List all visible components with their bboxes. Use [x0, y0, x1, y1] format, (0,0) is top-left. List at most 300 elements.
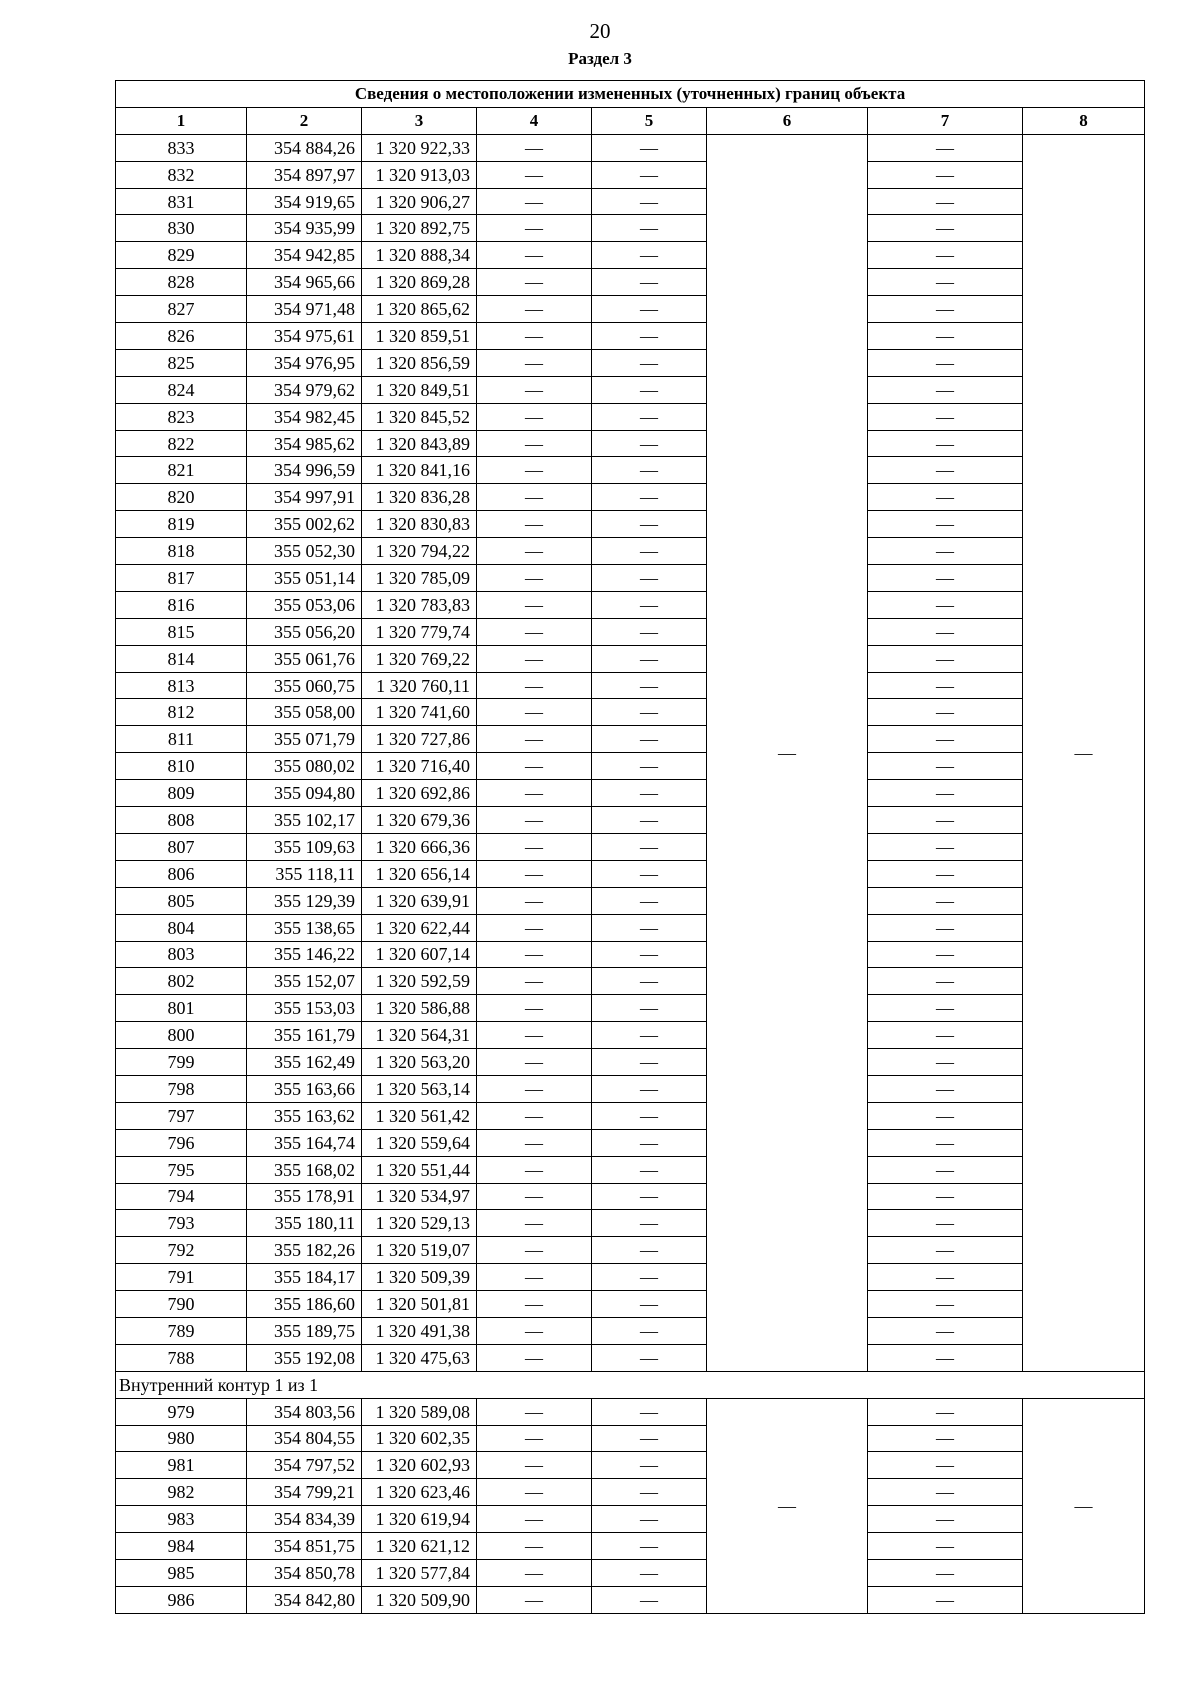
coordinate-x: 355 163,66 — [247, 1075, 362, 1102]
column-7-value: — — [868, 672, 1023, 699]
column-7-value: — — [868, 1506, 1023, 1533]
table-row — [116, 995, 1145, 1022]
coordinate-y: 1 320 845,52 — [362, 403, 477, 430]
column-7-value: — — [868, 323, 1023, 350]
column-7-value: — — [868, 188, 1023, 215]
column-5-value: — — [592, 457, 707, 484]
inner-contour-row — [116, 1371, 1145, 1398]
column-7-value: — — [868, 511, 1023, 538]
column-8-merged-value: — — [1023, 1398, 1145, 1613]
coordinate-x: 355 162,49 — [247, 1049, 362, 1076]
column-4-value: — — [477, 780, 592, 807]
column-4-value: — — [477, 1506, 592, 1533]
column-4-value: — — [477, 1452, 592, 1479]
point-number: 827 — [116, 296, 247, 323]
coordinate-y: 1 320 922,33 — [362, 134, 477, 161]
table-row — [116, 1559, 1145, 1586]
column-4-value: — — [477, 1049, 592, 1076]
column-4-value: — — [477, 1425, 592, 1452]
column-4-value: — — [477, 1156, 592, 1183]
column-5-value: — — [592, 1049, 707, 1076]
column-5-value: — — [592, 1183, 707, 1210]
coordinate-y: 1 320 619,94 — [362, 1506, 477, 1533]
table-title-row — [116, 81, 1145, 108]
column-4-value: — — [477, 887, 592, 914]
point-number: 789 — [116, 1317, 247, 1344]
column-7-value: — — [868, 1533, 1023, 1560]
coordinate-y: 1 320 656,14 — [362, 860, 477, 887]
column-5-value: — — [592, 1506, 707, 1533]
column-5-value: — — [592, 376, 707, 403]
column-4-value: — — [477, 699, 592, 726]
coordinate-y: 1 320 602,93 — [362, 1452, 477, 1479]
point-number: 813 — [116, 672, 247, 699]
column-5-value: — — [592, 349, 707, 376]
column-7-value: — — [868, 215, 1023, 242]
table-row — [116, 1183, 1145, 1210]
column-5-value: — — [592, 699, 707, 726]
coordinate-x: 355 161,79 — [247, 1022, 362, 1049]
column-5-value: — — [592, 591, 707, 618]
column-7-value: — — [868, 134, 1023, 161]
point-number: 796 — [116, 1129, 247, 1156]
column-5-value: — — [592, 914, 707, 941]
column-5-value: — — [592, 780, 707, 807]
column-4-value: — — [477, 269, 592, 296]
column-4-value: — — [477, 672, 592, 699]
column-4-value: — — [477, 323, 592, 350]
column-header-row — [116, 107, 1145, 134]
table-row — [116, 188, 1145, 215]
column-5-value: — — [592, 726, 707, 753]
column-7-value: — — [868, 349, 1023, 376]
coordinate-y: 1 320 741,60 — [362, 699, 477, 726]
column-7-value: — — [868, 1049, 1023, 1076]
table-row — [116, 457, 1145, 484]
column-header-7: 7 — [868, 107, 1023, 134]
coordinate-y: 1 320 841,16 — [362, 457, 477, 484]
coordinate-x: 354 804,55 — [247, 1425, 362, 1452]
coordinate-y: 1 320 639,91 — [362, 887, 477, 914]
point-number: 830 — [116, 215, 247, 242]
column-4-value: — — [477, 296, 592, 323]
column-5-value: — — [592, 161, 707, 188]
column-7-value: — — [868, 1075, 1023, 1102]
column-5-value: — — [592, 968, 707, 995]
table-row — [116, 323, 1145, 350]
column-5-value: — — [592, 1559, 707, 1586]
column-8-merged-value: — — [1023, 134, 1145, 1371]
coordinate-x: 355 168,02 — [247, 1156, 362, 1183]
column-7-value: — — [868, 1237, 1023, 1264]
coordinate-y: 1 320 760,11 — [362, 672, 477, 699]
coordinate-x: 354 850,78 — [247, 1559, 362, 1586]
column-7-value: — — [868, 376, 1023, 403]
coordinate-y: 1 320 856,59 — [362, 349, 477, 376]
column-5-value: — — [592, 1452, 707, 1479]
column-4-value: — — [477, 349, 592, 376]
column-7-value: — — [868, 1586, 1023, 1613]
column-4-value: — — [477, 618, 592, 645]
coordinate-x: 354 919,65 — [247, 188, 362, 215]
column-4-value: — — [477, 376, 592, 403]
column-7-value: — — [868, 1559, 1023, 1586]
column-4-value: — — [477, 188, 592, 215]
column-4-value: — — [477, 403, 592, 430]
column-5-value: — — [592, 188, 707, 215]
table-row — [116, 618, 1145, 645]
column-5-value: — — [592, 296, 707, 323]
coordinate-y: 1 320 779,74 — [362, 618, 477, 645]
page-number: 20 — [589, 19, 611, 43]
point-number: 791 — [116, 1264, 247, 1291]
column-7-value: — — [868, 1479, 1023, 1506]
column-5-value: — — [592, 618, 707, 645]
table-row — [116, 565, 1145, 592]
column-5-value: — — [592, 565, 707, 592]
column-header-2: 2 — [247, 107, 362, 134]
point-number: 795 — [116, 1156, 247, 1183]
coordinate-x: 355 152,07 — [247, 968, 362, 995]
point-number: 831 — [116, 188, 247, 215]
coordinate-y: 1 320 830,83 — [362, 511, 477, 538]
column-4-value: — — [477, 538, 592, 565]
table-row — [116, 215, 1145, 242]
column-4-value: — — [477, 161, 592, 188]
coordinate-x: 355 146,22 — [247, 941, 362, 968]
column-4-value: — — [477, 941, 592, 968]
column-5-value: — — [592, 1237, 707, 1264]
table-row — [116, 1237, 1145, 1264]
column-7-value: — — [868, 968, 1023, 995]
coordinate-y: 1 320 692,86 — [362, 780, 477, 807]
column-4-value: — — [477, 457, 592, 484]
table-row — [116, 349, 1145, 376]
column-5-value: — — [592, 242, 707, 269]
point-number: 805 — [116, 887, 247, 914]
coordinate-y: 1 320 586,88 — [362, 995, 477, 1022]
column-7-value: — — [868, 699, 1023, 726]
column-5-value: — — [592, 269, 707, 296]
column-5-value: — — [592, 1479, 707, 1506]
coordinate-x: 354 799,21 — [247, 1479, 362, 1506]
point-number: 985 — [116, 1559, 247, 1586]
column-7-value: — — [868, 1129, 1023, 1156]
column-7-value: — — [868, 1183, 1023, 1210]
coordinate-y: 1 320 592,59 — [362, 968, 477, 995]
coordinate-y: 1 320 589,08 — [362, 1398, 477, 1425]
column-7-value: — — [868, 1291, 1023, 1318]
coordinate-x: 354 997,91 — [247, 484, 362, 511]
point-number: 815 — [116, 618, 247, 645]
point-number: 829 — [116, 242, 247, 269]
coordinate-y: 1 320 509,39 — [362, 1264, 477, 1291]
column-7-value: — — [868, 457, 1023, 484]
coordinate-y: 1 320 859,51 — [362, 323, 477, 350]
table-row — [116, 1102, 1145, 1129]
coordinate-y: 1 320 621,12 — [362, 1533, 477, 1560]
column-7-value: — — [868, 161, 1023, 188]
column-5-value: — — [592, 753, 707, 780]
coordinate-y: 1 320 836,28 — [362, 484, 477, 511]
column-4-value: — — [477, 1237, 592, 1264]
point-number: 797 — [116, 1102, 247, 1129]
column-7-value: — — [868, 1022, 1023, 1049]
coordinate-x: 354 975,61 — [247, 323, 362, 350]
column-5-value: — — [592, 807, 707, 834]
column-7-value: — — [868, 887, 1023, 914]
coordinate-y: 1 320 577,84 — [362, 1559, 477, 1586]
column-4-value: — — [477, 215, 592, 242]
column-7-value: — — [868, 645, 1023, 672]
column-7-value: — — [868, 1264, 1023, 1291]
coordinate-x: 355 056,20 — [247, 618, 362, 645]
column-4-value: — — [477, 1075, 592, 1102]
point-number: 809 — [116, 780, 247, 807]
table-row — [116, 807, 1145, 834]
coordinate-x: 355 153,03 — [247, 995, 362, 1022]
column-4-value: — — [477, 1479, 592, 1506]
column-4-value: — — [477, 511, 592, 538]
column-7-value: — — [868, 860, 1023, 887]
table-row — [116, 833, 1145, 860]
coordinate-x: 355 002,62 — [247, 511, 362, 538]
column-4-value: — — [477, 1210, 592, 1237]
coordinate-x: 354 979,62 — [247, 376, 362, 403]
column-4-value: — — [477, 484, 592, 511]
column-5-value: — — [592, 860, 707, 887]
point-number: 808 — [116, 807, 247, 834]
point-number: 788 — [116, 1344, 247, 1371]
column-4-value: — — [477, 591, 592, 618]
coordinate-x: 355 109,63 — [247, 833, 362, 860]
coordinate-y: 1 320 622,44 — [362, 914, 477, 941]
column-5-value: — — [592, 215, 707, 242]
column-7-value: — — [868, 1317, 1023, 1344]
column-4-value: — — [477, 726, 592, 753]
point-number: 821 — [116, 457, 247, 484]
point-number: 983 — [116, 1506, 247, 1533]
point-number: 833 — [116, 134, 247, 161]
coordinate-y: 1 320 906,27 — [362, 188, 477, 215]
coordinate-y: 1 320 607,14 — [362, 941, 477, 968]
coordinate-y: 1 320 509,90 — [362, 1586, 477, 1613]
column-4-value: — — [477, 968, 592, 995]
column-4-value: — — [477, 1129, 592, 1156]
column-7-value: — — [868, 833, 1023, 860]
coordinate-x: 355 182,26 — [247, 1237, 362, 1264]
point-number: 984 — [116, 1533, 247, 1560]
coordinate-x: 355 080,02 — [247, 753, 362, 780]
column-7-value: — — [868, 914, 1023, 941]
point-number: 799 — [116, 1049, 247, 1076]
inner-contour-label: Внутренний контур 1 из 1 — [116, 1371, 1145, 1398]
table-row — [116, 753, 1145, 780]
coordinate-x: 355 071,79 — [247, 726, 362, 753]
coordinate-y: 1 320 475,63 — [362, 1344, 477, 1371]
column-5-value: — — [592, 1210, 707, 1237]
column-7-value: — — [868, 403, 1023, 430]
coordinate-x: 355 051,14 — [247, 565, 362, 592]
column-5-value: — — [592, 1317, 707, 1344]
table-row — [116, 1344, 1145, 1371]
column-4-value: — — [477, 1586, 592, 1613]
coordinate-y: 1 320 501,81 — [362, 1291, 477, 1318]
table-row — [116, 269, 1145, 296]
table-row — [116, 1586, 1145, 1613]
coordinate-x: 355 060,75 — [247, 672, 362, 699]
coordinate-y: 1 320 888,34 — [362, 242, 477, 269]
point-number: 807 — [116, 833, 247, 860]
column-7-value: — — [868, 269, 1023, 296]
table-row — [116, 484, 1145, 511]
point-number: 814 — [116, 645, 247, 672]
coordinate-y: 1 320 561,42 — [362, 1102, 477, 1129]
coordinate-y: 1 320 785,09 — [362, 565, 477, 592]
coordinate-x: 354 884,26 — [247, 134, 362, 161]
column-header-6: 6 — [707, 107, 868, 134]
table-row — [116, 780, 1145, 807]
table-row — [116, 242, 1145, 269]
column-7-value: — — [868, 591, 1023, 618]
table-row — [116, 403, 1145, 430]
column-4-value: — — [477, 807, 592, 834]
coordinate-y: 1 320 769,22 — [362, 645, 477, 672]
column-5-value: — — [592, 538, 707, 565]
column-5-value: — — [592, 1344, 707, 1371]
table-row — [116, 134, 1145, 161]
column-7-value: — — [868, 1156, 1023, 1183]
table-row — [116, 1022, 1145, 1049]
column-7-value: — — [868, 538, 1023, 565]
point-number: 818 — [116, 538, 247, 565]
coordinate-x: 355 189,75 — [247, 1317, 362, 1344]
column-7-value: — — [868, 753, 1023, 780]
column-7-value: — — [868, 618, 1023, 645]
column-header-8: 8 — [1023, 107, 1145, 134]
column-4-value: — — [477, 430, 592, 457]
column-5-value: — — [592, 1533, 707, 1560]
table-row — [116, 1533, 1145, 1560]
coordinate-x: 355 164,74 — [247, 1129, 362, 1156]
table-row — [116, 726, 1145, 753]
column-5-value: — — [592, 887, 707, 914]
coordinate-x: 354 842,80 — [247, 1586, 362, 1613]
column-4-value: — — [477, 1102, 592, 1129]
coordinate-x: 355 178,91 — [247, 1183, 362, 1210]
coordinate-x: 355 186,60 — [247, 1291, 362, 1318]
point-number: 800 — [116, 1022, 247, 1049]
point-number: 824 — [116, 376, 247, 403]
column-5-value: — — [592, 1425, 707, 1452]
coordinate-x: 355 102,17 — [247, 807, 362, 834]
coordinate-x: 354 982,45 — [247, 403, 362, 430]
column-4-value: — — [477, 645, 592, 672]
coordinate-y: 1 320 559,64 — [362, 1129, 477, 1156]
column-5-value: — — [592, 833, 707, 860]
column-5-value: — — [592, 1156, 707, 1183]
column-header-1: 1 — [116, 107, 247, 134]
table-title: Сведения о местоположении измененных (уточненных) границ объекта — [116, 81, 1145, 108]
column-5-value: — — [592, 995, 707, 1022]
coordinate-x: 354 834,39 — [247, 1506, 362, 1533]
column-4-value: — — [477, 1533, 592, 1560]
section-title: Раздел 3 — [568, 49, 632, 68]
table-row — [116, 860, 1145, 887]
column-5-value: — — [592, 1586, 707, 1613]
table-row — [116, 1291, 1145, 1318]
boundary-coordinates-table — [115, 80, 1145, 1614]
point-number: 792 — [116, 1237, 247, 1264]
coordinate-x: 355 184,17 — [247, 1264, 362, 1291]
coordinate-x: 354 965,66 — [247, 269, 362, 296]
coordinate-x: 355 192,08 — [247, 1344, 362, 1371]
column-7-value: — — [868, 1425, 1023, 1452]
point-number: 793 — [116, 1210, 247, 1237]
coordinate-x: 355 129,39 — [247, 887, 362, 914]
column-5-value: — — [592, 1398, 707, 1425]
column-7-value: — — [868, 484, 1023, 511]
column-5-value: — — [592, 1075, 707, 1102]
point-number: 803 — [116, 941, 247, 968]
column-4-value: — — [477, 134, 592, 161]
coordinate-x: 354 971,48 — [247, 296, 362, 323]
column-4-value: — — [477, 1183, 592, 1210]
table-row — [116, 376, 1145, 403]
table-row — [116, 672, 1145, 699]
column-5-value: — — [592, 403, 707, 430]
coordinate-y: 1 320 564,31 — [362, 1022, 477, 1049]
coordinate-x: 355 058,00 — [247, 699, 362, 726]
coordinate-x: 354 942,85 — [247, 242, 362, 269]
column-7-value: — — [868, 807, 1023, 834]
column-5-value: — — [592, 430, 707, 457]
column-4-value: — — [477, 1317, 592, 1344]
coordinate-x: 355 163,62 — [247, 1102, 362, 1129]
point-number: 826 — [116, 323, 247, 350]
column-7-value: — — [868, 1398, 1023, 1425]
column-5-value: — — [592, 323, 707, 350]
coordinate-y: 1 320 534,97 — [362, 1183, 477, 1210]
coordinate-y: 1 320 913,03 — [362, 161, 477, 188]
table-row — [116, 1264, 1145, 1291]
point-number: 823 — [116, 403, 247, 430]
point-number: 790 — [116, 1291, 247, 1318]
point-number: 812 — [116, 699, 247, 726]
coordinate-x: 354 985,62 — [247, 430, 362, 457]
coordinate-y: 1 320 491,38 — [362, 1317, 477, 1344]
point-number: 794 — [116, 1183, 247, 1210]
coordinate-y: 1 320 519,07 — [362, 1237, 477, 1264]
coordinate-x: 354 803,56 — [247, 1398, 362, 1425]
table-row — [116, 1156, 1145, 1183]
coordinate-y: 1 320 529,13 — [362, 1210, 477, 1237]
point-number: 979 — [116, 1398, 247, 1425]
column-5-value: — — [592, 1102, 707, 1129]
column-4-value: — — [477, 860, 592, 887]
coordinate-x: 355 061,76 — [247, 645, 362, 672]
column-7-value: — — [868, 726, 1023, 753]
coordinate-y: 1 320 563,20 — [362, 1049, 477, 1076]
coordinate-y: 1 320 623,46 — [362, 1479, 477, 1506]
column-7-value: — — [868, 1344, 1023, 1371]
column-4-value: — — [477, 1398, 592, 1425]
column-5-value: — — [592, 1022, 707, 1049]
point-number: 828 — [116, 269, 247, 296]
column-header-4: 4 — [477, 107, 592, 134]
table-row — [116, 914, 1145, 941]
column-7-value: — — [868, 1452, 1023, 1479]
